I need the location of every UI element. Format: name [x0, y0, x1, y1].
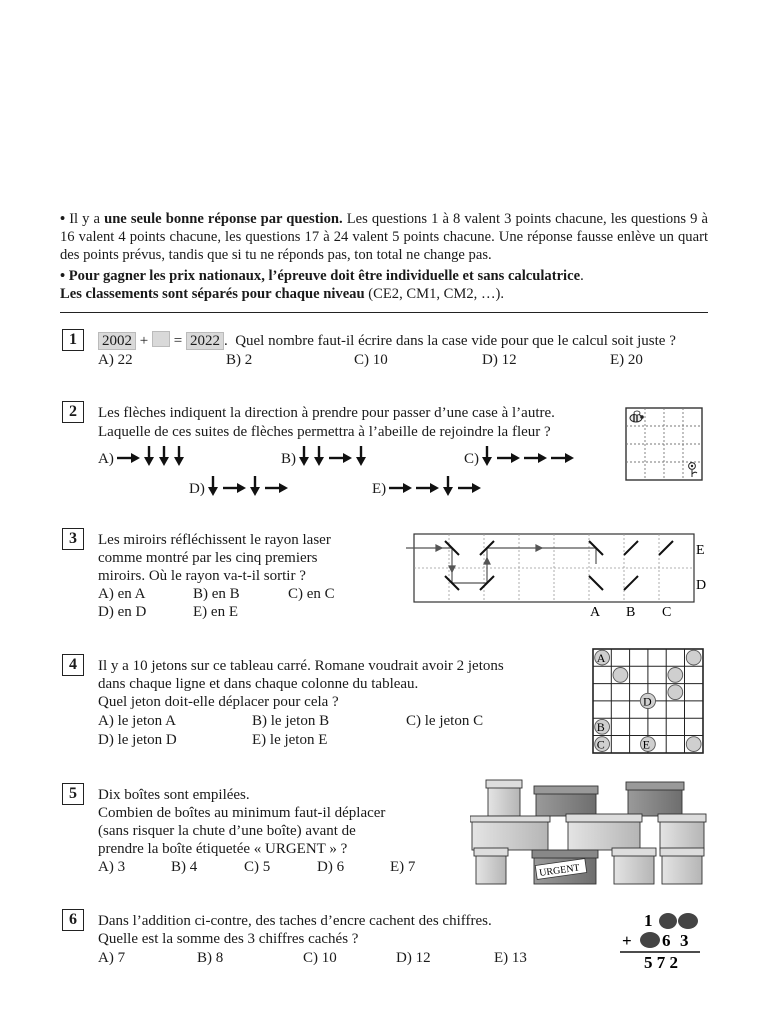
arrow-right-icon — [263, 479, 289, 497]
q4-answer-e[interactable]: E) le jeton E — [252, 732, 328, 748]
question-number-5: 5 — [62, 783, 84, 805]
arrow-down-icon — [206, 475, 220, 497]
arrow-right-icon — [414, 479, 440, 497]
q6-answer-e[interactable]: E) 13 — [494, 950, 527, 966]
q4-token-a: A — [596, 651, 606, 665]
q5-answer-a[interactable]: A) 3 — [98, 859, 126, 875]
ink-blot — [678, 913, 698, 929]
q4-token-c: C — [596, 737, 605, 752]
q5-line-2: Combien de boîtes au minimum faut-il déplacer — [98, 805, 386, 821]
rule-paragraph-3: Les classements sont séparés pour chaque niveau (CE2, CM1, CM2, …). — [60, 286, 505, 302]
q1-number-2002: 2002 — [98, 332, 136, 350]
ink-blot — [640, 932, 660, 948]
question-number-6: 6 — [62, 909, 84, 931]
arrow-down-icon — [312, 445, 326, 467]
rule-paragraph-2: • Pour gagner les prix nationaux, l’épreuve doit être individuelle et sans calculatrice. — [60, 268, 584, 284]
q4-token-d: D — [643, 694, 652, 709]
q3-answer-a[interactable]: A) en A — [98, 586, 146, 602]
q3-answer-e[interactable]: E) en E — [193, 604, 238, 620]
q6-plus: + — [622, 931, 632, 950]
q1-question: Quel nombre faut-il écrire dans la case vide pour que le calcul soit juste ? — [235, 333, 676, 349]
q4-line-3: Quel jeton doit-elle déplacer pour cela ? — [98, 694, 339, 710]
q2-answer-a[interactable]: A) — [98, 445, 186, 472]
svg-text:3: 3 — [680, 931, 689, 950]
q3-mirror-figure — [406, 528, 710, 620]
q6-answer-c[interactable]: C) 10 — [303, 950, 337, 966]
q3-line-3: miroirs. Où le rayon va-t-il sortir ? — [98, 568, 306, 584]
q1-empty-box — [152, 331, 170, 347]
svg-text:6: 6 — [662, 931, 671, 950]
arrow-right-icon — [115, 449, 141, 467]
q3-answer-d[interactable]: D) en D — [98, 604, 147, 620]
q1-answer-b[interactable]: B) 2 — [226, 352, 253, 368]
q5-line-1: Dix boîtes sont empilées. — [98, 787, 250, 803]
q4-token-b: B — [596, 720, 605, 735]
arrow-down-icon — [354, 445, 368, 467]
q1-answer-c[interactable]: C) 10 — [354, 352, 388, 368]
question-number-2: 2 — [62, 401, 84, 423]
q5-answer-e[interactable]: E) 7 — [390, 859, 416, 875]
q6-answer-a[interactable]: A) 7 — [98, 950, 126, 966]
rule-paragraph-1: • Il y a une seule bonne réponse par question. Les questions 1 à 8 valent 3 points chacune, les questions 9 à 16 valent 4 points chacune, les questions 17 à 24 valent 5 points chacune. Une réponse fausse enlève un quart des points prévus, tandis que si tu ne réponds pas, ton total ne change pas. — [60, 211, 709, 263]
q5-answer-b[interactable]: B) 4 — [171, 859, 198, 875]
q5-line-3: (sans risquer la chute d’une boîte) avant de — [98, 823, 356, 839]
q2-grid-figure — [624, 406, 706, 482]
question-number-3: 3 — [62, 528, 84, 550]
q5-answer-c[interactable]: C) 5 — [244, 859, 271, 875]
arrow-down-icon — [480, 445, 494, 467]
q6-answer-b[interactable]: B) 8 — [197, 950, 224, 966]
arrow-down-icon — [297, 445, 311, 467]
q4-answer-a[interactable]: A) le jeton A — [98, 713, 176, 729]
q3-answer-b[interactable]: B) en B — [193, 586, 240, 602]
arrow-down-icon — [441, 475, 455, 497]
arrow-right-icon — [327, 449, 353, 467]
ink-blot — [659, 913, 677, 929]
question-number-1: 1 — [62, 329, 84, 351]
arrow-right-icon — [221, 479, 247, 497]
q4-line-1: Il y a 10 jetons sur ce tableau carré. Romane voudrait avoir 2 jetons — [98, 658, 504, 674]
q3-exit-c: C — [662, 605, 672, 620]
q2-line-2: Laquelle de ces suites de flèches permettra à l’abeille de rejoindre la fleur ? — [98, 424, 551, 440]
q1-statement: 2002 + = 2022 . Quel nombre faut-il écrire dans la case vide pour que le calcul soit juste ? — [98, 331, 676, 350]
q1-answer-d[interactable]: D) 12 — [482, 352, 517, 368]
q3-answer-c[interactable]: C) en C — [288, 586, 335, 602]
q3-exit-b: B — [626, 605, 636, 620]
q4-answer-c[interactable]: C) le jeton C — [406, 713, 484, 729]
arrow-right-icon — [387, 479, 413, 497]
q4-token-e: E — [642, 737, 650, 752]
q3-line-1: Les miroirs réfléchissent le rayon laser — [98, 532, 331, 548]
rules-block — [60, 210, 708, 303]
arrow-right-icon — [549, 449, 575, 467]
q3-exit-a: A — [590, 605, 601, 620]
arrow-right-icon — [495, 449, 521, 467]
q6-top-digit: 1 — [644, 911, 653, 930]
q3-exit-d: D — [696, 578, 707, 593]
arrow-right-icon — [456, 479, 482, 497]
q6-result: 5 7 2 — [644, 953, 678, 972]
q6-line-1: Dans l’addition ci-contre, des taches d’encre cachent des chiffres. — [98, 913, 492, 929]
q4-answer-b[interactable]: B) le jeton B — [252, 713, 330, 729]
q1-number-2022: 2022 — [186, 332, 224, 350]
arrow-right-icon — [522, 449, 548, 467]
divider — [60, 312, 708, 313]
q4-answer-d[interactable]: D) le jeton D — [98, 732, 177, 748]
q4-line-2: dans chaque ligne et dans chaque colonne du tableau. — [98, 676, 419, 692]
q6-line-2: Quelle est la somme des 3 chiffres cachés ? — [98, 931, 359, 947]
q6-answer-d[interactable]: D) 12 — [396, 950, 431, 966]
arrow-down-icon — [157, 445, 171, 467]
q4-token-board — [592, 648, 706, 756]
question-number-4: 4 — [62, 654, 84, 676]
q2-line-1: Les flèches indiquent la direction à prendre pour passer d’une case à l’autre. — [98, 405, 555, 421]
q6-addition-figure — [616, 906, 706, 972]
q3-line-2: comme montré par les cinq premiers — [98, 550, 318, 566]
q1-answer-e[interactable]: E) 20 — [610, 352, 643, 368]
arrow-down-icon — [142, 445, 156, 467]
q1-answer-a[interactable]: A) 22 — [98, 352, 133, 368]
q5-boxes-figure — [470, 776, 710, 888]
q2-answer-d[interactable]: D) — [189, 475, 289, 502]
arrow-down-icon — [248, 475, 262, 497]
arrow-down-icon — [172, 445, 186, 467]
q2-answer-c[interactable]: C) — [464, 445, 575, 472]
q5-answer-d[interactable]: D) 6 — [317, 859, 345, 875]
q5-urgent-label: URGENT — [538, 862, 581, 879]
q2-answer-e[interactable]: E) — [372, 475, 482, 502]
q2-answer-b[interactable]: B) — [281, 445, 368, 472]
q5-line-4: prendre la boîte étiquetée « URGENT » ? — [98, 841, 348, 857]
q3-exit-e: E — [696, 543, 705, 558]
